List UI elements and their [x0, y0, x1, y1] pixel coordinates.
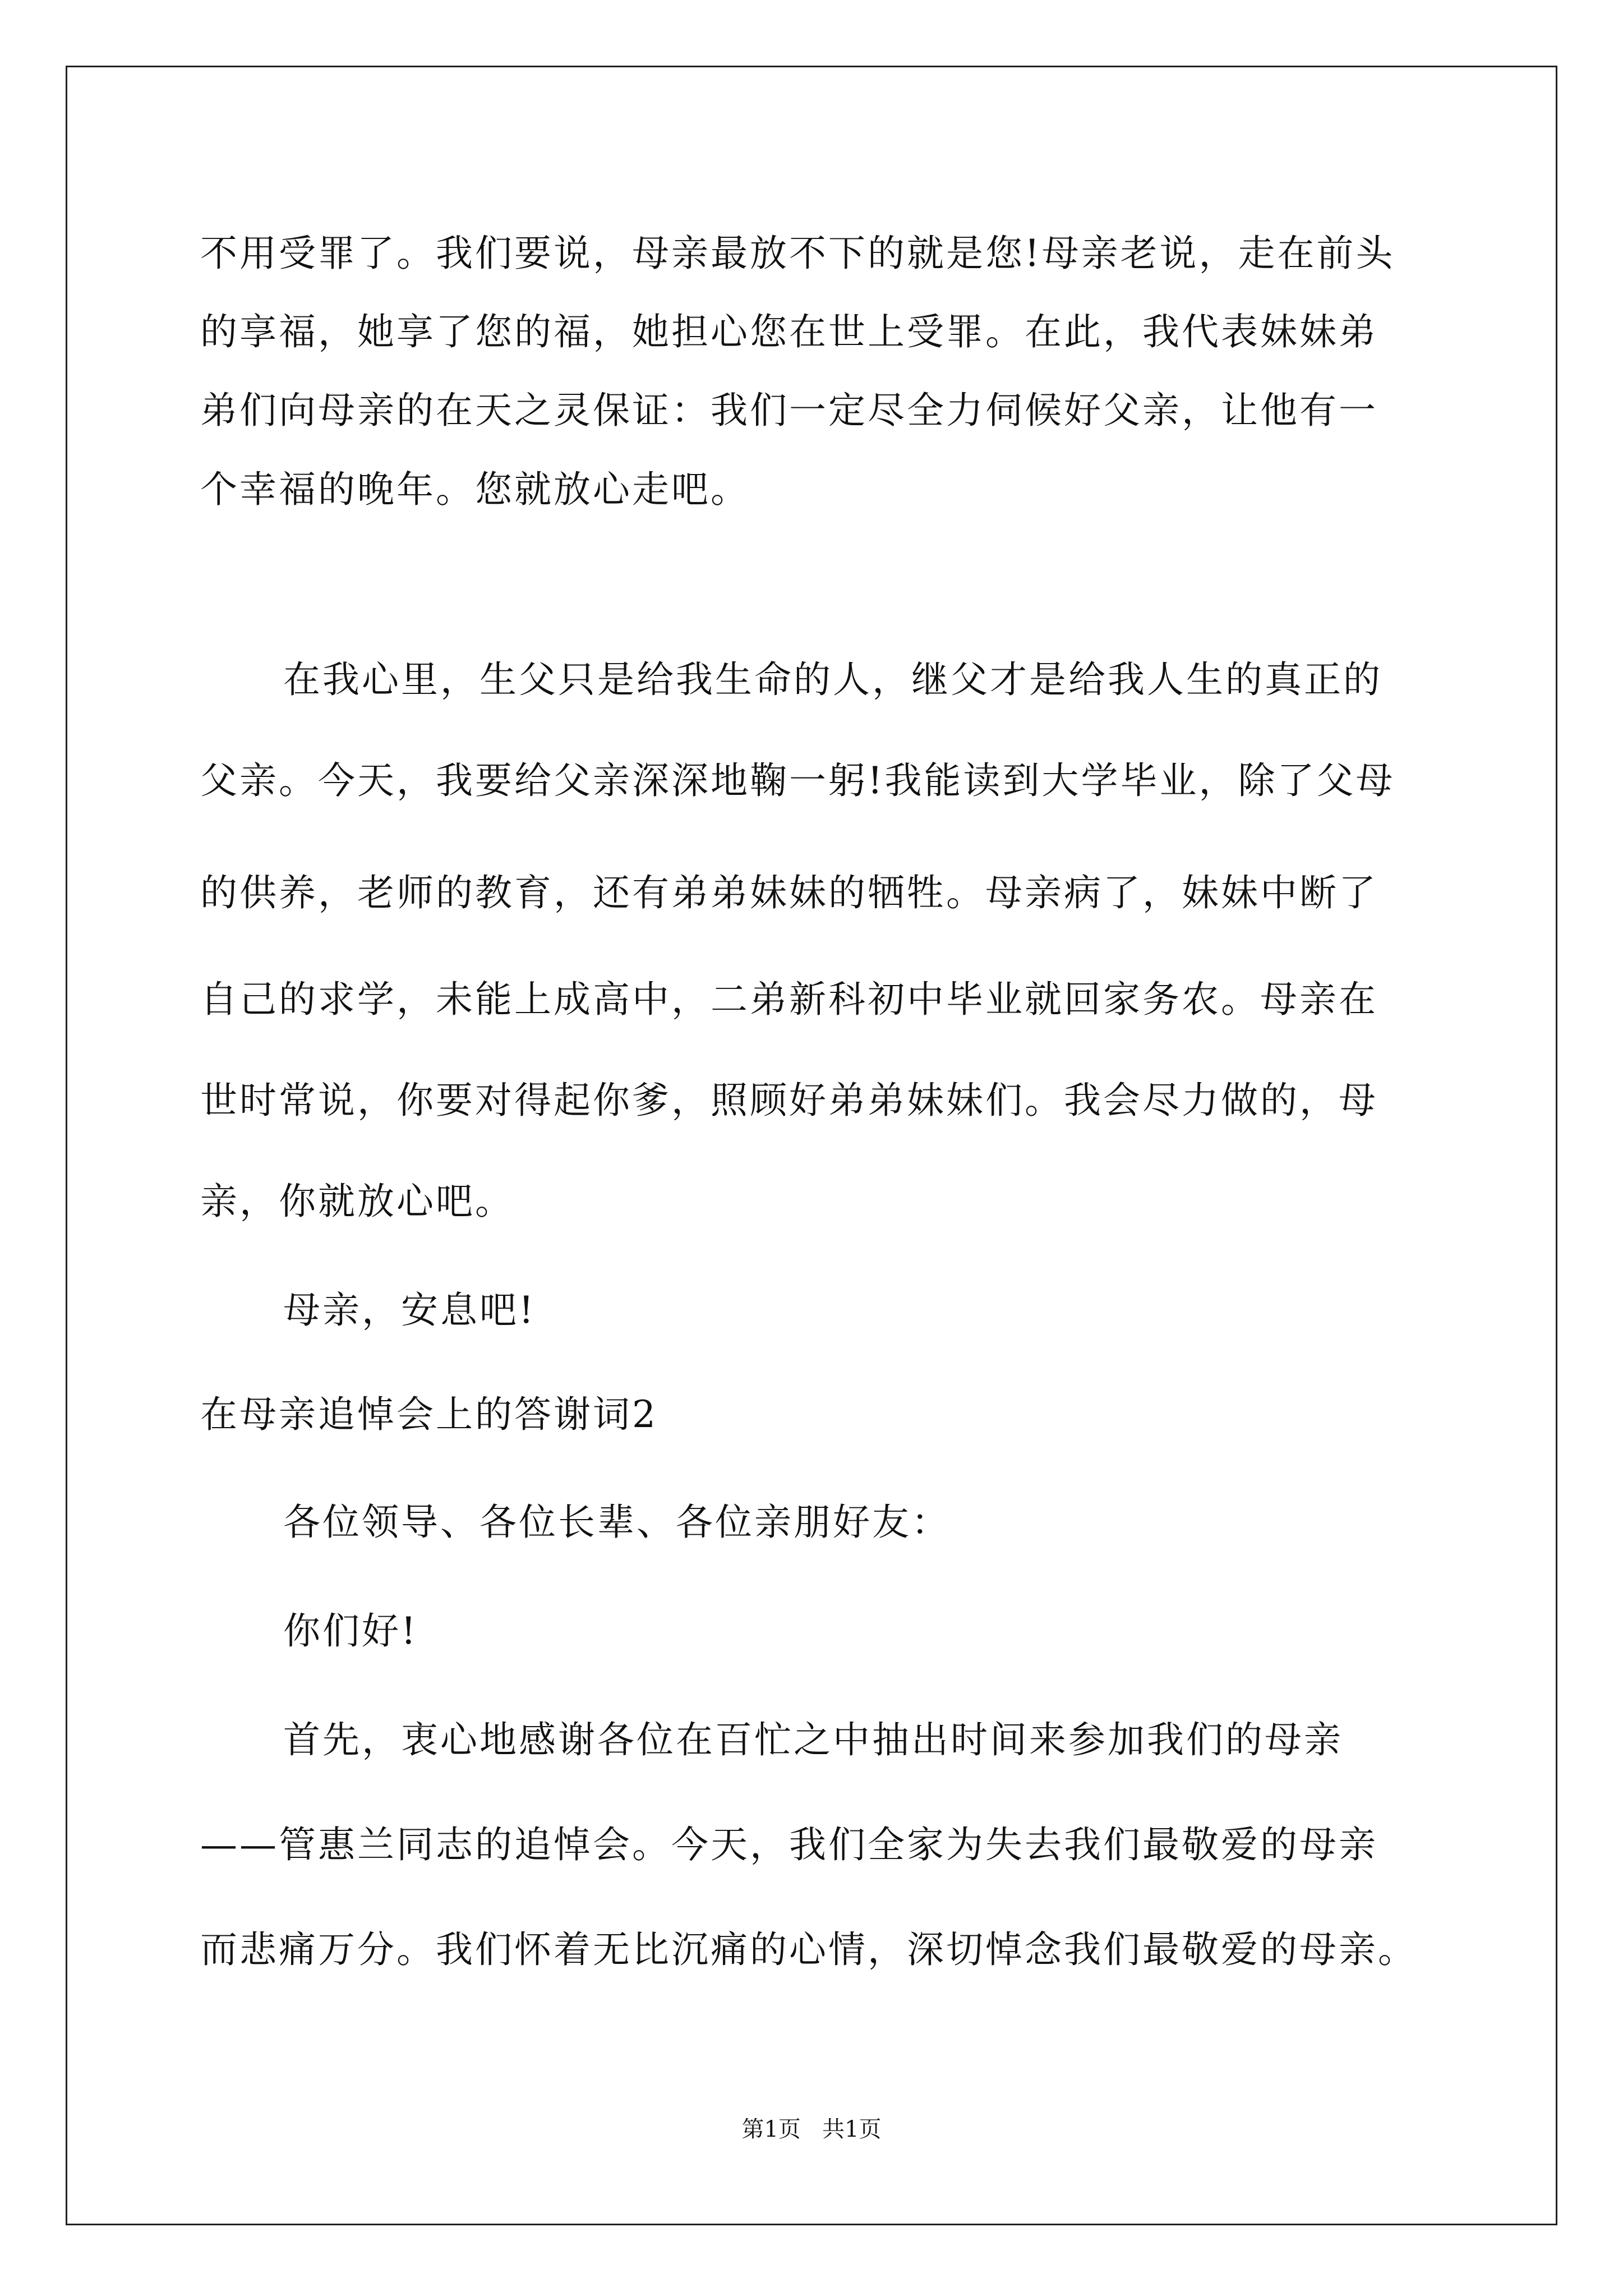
text-line: 首先，衷心地感谢各位在百忙之中抽出时间来参加我们的母亲: [283, 1718, 1343, 1761]
text-line: 父亲。今天，我要给父亲深深地鞠一躬!我能读到大学毕业，除了父母: [200, 759, 1395, 802]
text-line: 世时常说，你要对得起你爹，照顾好弟弟妹妹们。我会尽力做的，母: [200, 1079, 1378, 1122]
page-number: 第1页 共1页: [741, 2116, 882, 2142]
section-heading: 在母亲追悼会上的答谢词2: [200, 1393, 658, 1436]
text-line: 的享福，她享了您的福，她担心您在世上受罪。在此，我代表妹妹弟: [200, 310, 1378, 353]
text-line: 亲，你就放心吧。: [200, 1180, 514, 1223]
text-line: 个幸福的晚年。您就放心走吧。: [200, 468, 750, 511]
text-line: 自己的求学，未能上成高中，二弟新科初中毕业就回家务农。母亲在: [200, 978, 1378, 1021]
text-line: 不用受罪了。我们要说，母亲最放不下的就是您!母亲老说，走在前头: [200, 232, 1395, 275]
text-line: 在我心里，生父只是给我生命的人，继父才是给我人生的真正的: [283, 658, 1382, 701]
text-line: ——管惠兰同志的追悼会。今天，我们全家为失去我们最敬爱的母亲: [200, 1823, 1378, 1866]
greeting: 你们好!: [283, 1609, 418, 1653]
salutation: 各位领导、各位长辈、各位亲朋好友：: [283, 1501, 951, 1544]
text-line: 母亲，安息吧!: [283, 1289, 536, 1332]
text-line: 弟们向母亲的在天之灵保证：我们一定尽全力伺候好父亲，让他有一: [200, 389, 1378, 432]
text-line: 的供养，老师的教育，还有弟弟妹妹的牺牲。母亲病了，妹妹中断了: [200, 871, 1378, 914]
text-line: 而悲痛万分。我们怀着无比沉痛的心情，深切悼念我们最敬爱的母亲。: [200, 1928, 1417, 1971]
